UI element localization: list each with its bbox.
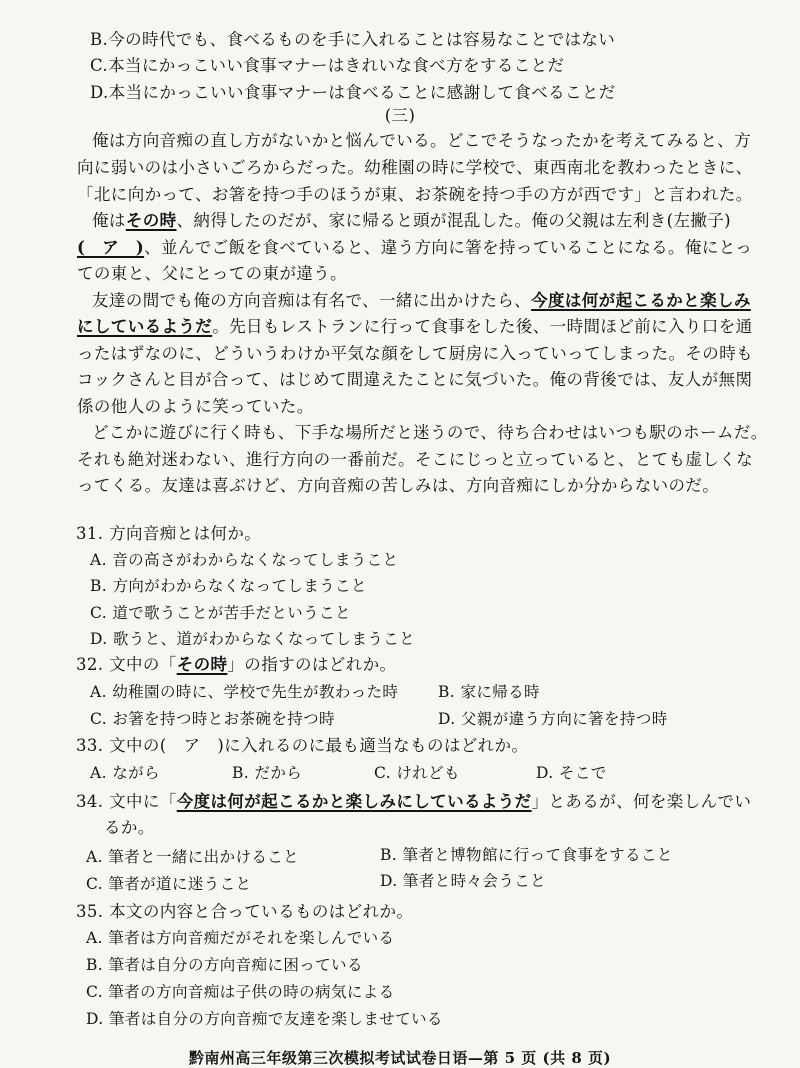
q33-option-d: D. そこで [536, 764, 607, 782]
passage-text: 俺は [92, 211, 126, 230]
section-title: (三) [384, 106, 416, 125]
prev-option-d: D.本当にかっこいい食事マナーは食べることに感謝して食べることだ [90, 83, 616, 102]
q32-option-a: A. 幼稚園の時に、学校で先生が教わった時 [90, 683, 399, 701]
passage-line: それも絶対迷わない、進行方向の一番前だ。そこにじっと立っていると、とても虚しくな [77, 450, 753, 469]
passage-line: コックさんと目が合って、はじめて間違えたことに気づいた。俺の背後では、友人が無関 [77, 370, 753, 389]
passage-text: 友達の間でも俺の方向音痴は有名で、一緒に出かけたら、 [92, 291, 532, 310]
passage-line [77, 235, 752, 261]
question-34-stem [76, 789, 751, 815]
question-32-stem [76, 652, 396, 678]
stem-text: 32. 文中の「 [76, 655, 177, 674]
question-34-stem-cont: るか。 [104, 818, 155, 837]
passage-line [92, 288, 751, 314]
q35-option-d: D. 筆者は自分の方向音痴で友達を楽しませている [86, 1010, 443, 1028]
passage-line: 係の他人のように笑っていた。 [77, 397, 314, 416]
passage-line: 向に弱いのは小さいごろからだった。幼稚園の時に学校で、東西南北を教わったときに、 [77, 158, 753, 177]
q31-option-b: B. 方向がわからなくなってしまうこと [90, 577, 367, 595]
underlined-phrase: 今度は何が起こるかと楽しみ [531, 291, 751, 310]
stem-text: 34. 文中に「 [76, 792, 177, 811]
passage-line [92, 208, 731, 234]
prev-option-c: C.本当にかっこいい食事マナーはきれいな食べ方をすることだ [90, 56, 565, 75]
underlined-phrase: にしているようだ [77, 317, 213, 336]
underlined-sono-toki: その時 [125, 211, 177, 230]
passage-line [77, 314, 753, 340]
q33-option-a: A. ながら [90, 764, 160, 782]
page-footer: 黔南州高三年级第三次模拟考试试卷日语—第 5 页 (共 8 页) [188, 1049, 612, 1067]
q35-option-a: A. 筆者は方向音痴だがそれを楽しんでいる [86, 929, 395, 947]
stem-text: 」の指すのはどれか。 [227, 655, 397, 674]
q31-option-d: D. 歌うと、道がわからなくなってしまうこと [90, 630, 416, 648]
q31-option-c: C. 道で歌うことが苦手だということ [90, 604, 351, 622]
stem-text: 」とあるが、何を楽しんでい [531, 792, 752, 811]
passage-line: ってくる。友達は喜ぶけど、方向音痴の苦しみは、方向音痴にしか分からないのだ。 [77, 476, 720, 495]
underlined-phrase: 今度は何が起こるかと楽しみにしているようだ [176, 792, 532, 811]
passage-line: ての東と、父にとっての東が違う。 [77, 264, 348, 283]
q33-option-c: C. けれども [374, 764, 460, 782]
passage-line: 「北に向かって、お箸を持つ手のほうが東、お茶碗を持つ手の方が西です」と言われた。 [77, 185, 753, 204]
passage-line: 俺は方向音痴の直し方がないかと悩んでいる。どこでそうなったかを考えてみると、方 [92, 131, 752, 150]
passage-line: ったはずなのに、どういうわけか平気な顔をして厨房に入っていってしまった。その時も [77, 344, 753, 363]
prev-option-b: B.今の時代でも、食べるものを手に入れることは容易なことではない [90, 30, 616, 49]
q34-option-d: D. 筆者と時々会うこと [380, 872, 547, 890]
q31-option-a: A. 音の高さがわからなくなってしまうこと [90, 551, 399, 569]
q34-option-b: B. 筆者と博物館に行って食事をすること [380, 846, 673, 864]
passage-text: 、並んでご飯を食べていると、違う方向に箸を持っていることになる。俺にとっ [144, 238, 753, 257]
q34-option-c: C. 筆者が道に迷うこと [86, 875, 252, 893]
q33-option-b: B. だから [232, 764, 303, 782]
q35-option-b: B. 筆者は自分の方向音痴に困っている [86, 956, 363, 974]
q32-option-b: B. 家に帰る時 [438, 683, 540, 701]
q35-option-c: C. 筆者の方向音痴は子供の時の病気による [86, 983, 395, 1001]
question-33-stem: 33. 文中の( ア )に入れるのに最も適当なものはどれか。 [76, 736, 529, 755]
blank-a: ( ア ) [77, 238, 145, 257]
question-31-stem: 31. 方向音痴とは何か。 [76, 524, 262, 543]
passage-text: 。先日もレストランに行って食事をした後、一時間ほど前に入り口を通 [212, 317, 753, 336]
q32-option-d: D. 父親が違う方向に箸を持つ時 [438, 710, 668, 728]
underlined-sono-toki: その時 [176, 655, 228, 674]
q34-option-a: A. 筆者と一緒に出かけること [86, 848, 300, 866]
passage-text: 、納得したのだが、家に帰ると頭が混乱した。俺の父親は左利き(左撇子) [176, 211, 731, 230]
q32-option-c: C. お箸を持つ時とお茶碗を持つ時 [90, 710, 335, 728]
question-35-stem: 35. 本文の内容と合っているものはどれか。 [76, 902, 414, 921]
passage-line: どこかに遊びに行く時も、下手な場所だと迷うので、待ち合わせはいつも駅のホームだ。 [92, 423, 768, 442]
